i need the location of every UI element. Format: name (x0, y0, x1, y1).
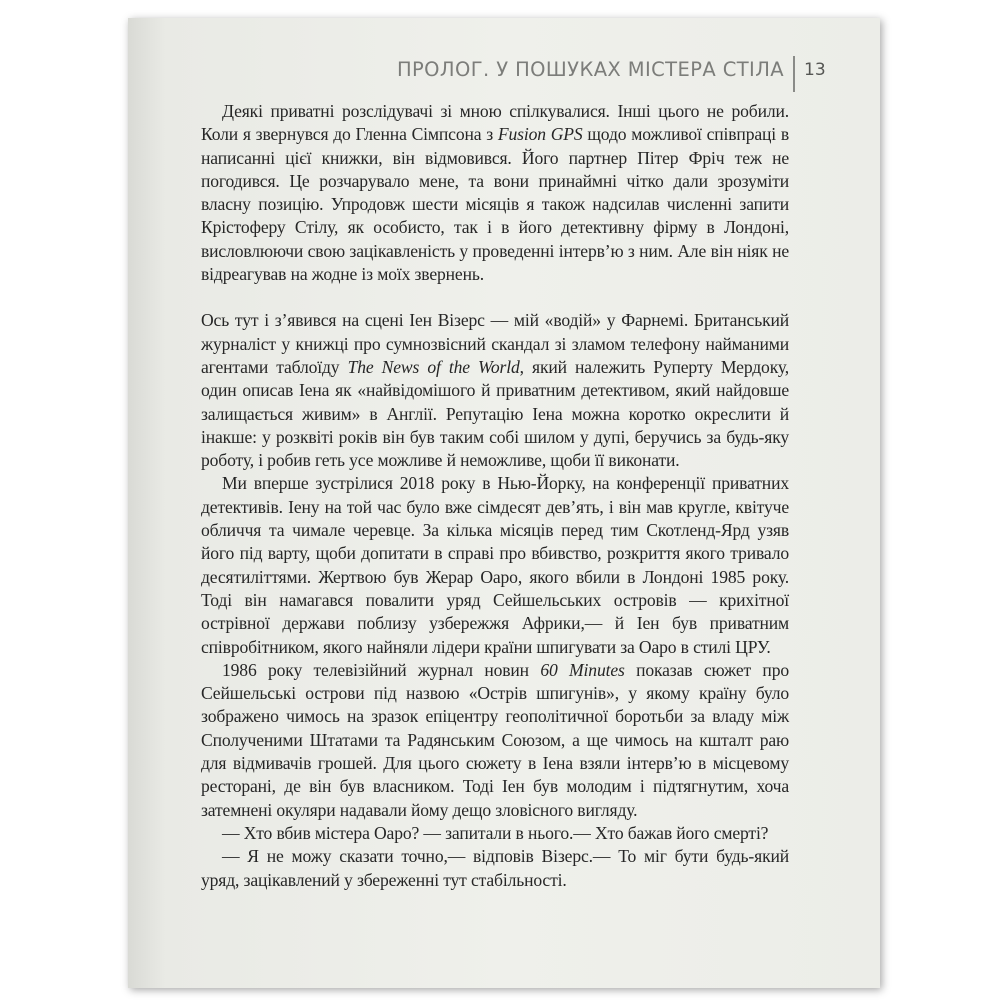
header-divider (793, 56, 795, 92)
italic-60-minutes: 60 Minutes (540, 659, 625, 680)
paragraph-6-dialogue: — Я не можу сказати точно,— відповів Візерс.— То міг бути будь-який уряд, зацікавлений у збереженні тут стабільності. (201, 846, 789, 890)
paragraph-1: Деякі приватні розслідувачі зі мною спілкувалися. Інші цього не робили. Коли я звернувся до Гленна Сімпсона з Fusion GPS щодо можливої співпраці в написанні цієї книжки, він відмовився. Його партнер Пітер Фріч теж не погодився. Це розчарувало мене, та вони принаймні чітко дали зрозуміти власну позицію. Упродовж шести місяців я також надсилав численні запити Крістоферу Стілу, як особисто, так і в його детективну фірму в Лондоні, висловлюючи свою зацікавленість у проведенні інтерв’ю з ним. Але він ніяк не відреагував на жодне із моїх звернень. (201, 101, 790, 285)
book-page (128, 18, 880, 988)
paragraph-3: Ми вперше зустрілися 2018 року в Нью-Йорку, на конференції приватних детективів. Іену на той час було вже сімдесят дев’ять, і він мав кругле, квітуче обличчя та чимале черевце. За кілька місяців перед тим Скотленд-Ярд узяв його під варту, щоби допитати в справі про вбивство, розкриття якого тривало десятиліттями. Жертвою був Жерар Оаро, якого вбили в Лондоні 1985 року. Тоді він намагався повалити уряд Сейшельських островів — крихітної острівної держави поблизу узбережжя Африки,— й Іен був приватним співробітником, якого найняли лідери країни шпигувати за Оаро в стилі ЦРУ. (201, 473, 789, 657)
paragraph-5-dialogue: — Хто вбив містера Оаро? — запитали в нього.— Хто бажав його смерті? (222, 822, 769, 843)
page-number: 13 (804, 60, 826, 80)
italic-fusion-gps: Fusion GPS (497, 124, 583, 145)
body-text (201, 100, 789, 892)
paragraph-4: 1986 року телевізійний журнал новин 60 Minutes показав сюжет про Сейшельські острови під назвою «Острів шпигунів», у якому країну було зображено чимось на зразок епіцентру геополітичної боротьби за владу між Сполученими Штатами та Радянським Союзом, а ще чимось на кшталт раю для відмивачів грошей. Для цього сюжету в Іена взяли інтерв’ю в місцевому ресторані, де він був власником. Тоді Іен був молодим і підтягнутим, хоча затемнені окуляри надавали йому дещо зловісного вигляду. (201, 659, 789, 820)
paragraph-2: Ось тут і з’явився на сцені Іен Візерс — мій «водій» у Фарнемі. Британський журналіст у книжці про сумнозвісний скандал зі зламом телефону найманими агентами таблоїду The News of the World, який належить Руперту Мердоку, один описав Іена як «найвідомішого й приватним детективом, який найдовше залищається живим» в Англії. Репутацію Іена можна коротко окреслити й інакше: у розквіті років він був таким собі шилом у дупі, беручись за будь-яку роботу, і робив геть усе можливе й неможливе, щоби її виконати. (201, 310, 789, 471)
italic-news-of-the-world: The News of the World (347, 356, 520, 377)
running-header: ПРОЛОГ. У ПОШУКАХ МІСТЕРА СТІЛА (396, 58, 784, 81)
